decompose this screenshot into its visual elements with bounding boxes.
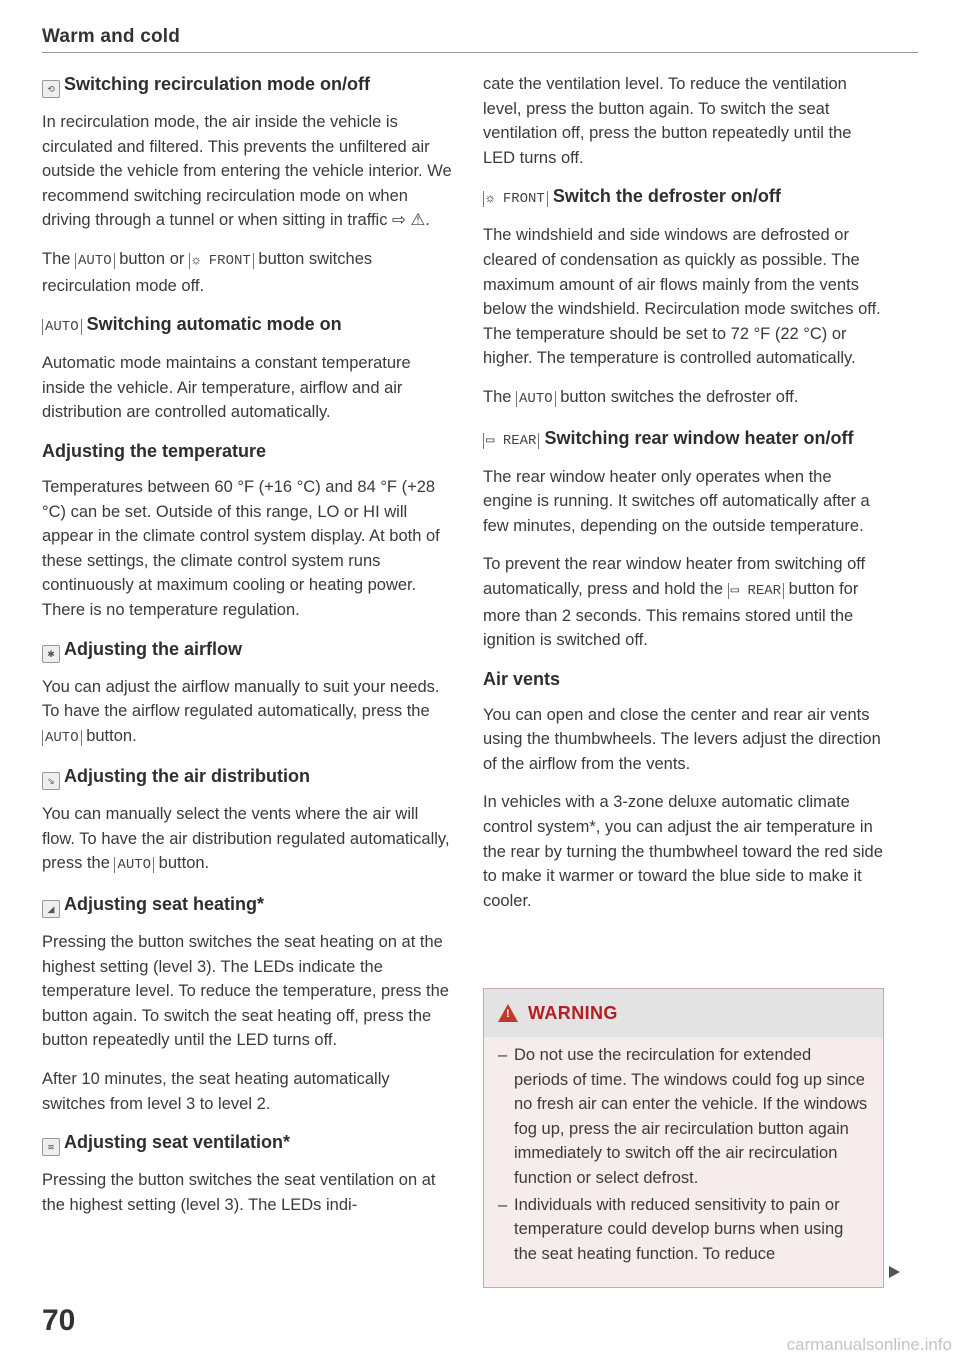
seat-heating-paragraph-2: After 10 minutes, the seat heating automatically switches from level 3 to level 2. — [42, 1070, 390, 1113]
front-key: ☼ FRONT — [189, 253, 254, 269]
defrost-icon: ☼ — [191, 252, 201, 269]
air-distribution-heading: ⇘ Adjusting the air distribution — [42, 764, 452, 790]
seat-ventilation-heading: ≋ Adjusting seat ventilation* — [42, 1130, 452, 1156]
watermark: carmanualsonline.info — [786, 1335, 952, 1354]
warning-box — [483, 988, 884, 1288]
air-vents-paragraph-2: In vehicles with a 3-zone deluxe automatic climate control system*, you can adjust the air temperature in the rear by turning the thumbwheel toward the red side to make it warmer or toward the blue side to make it cooler. — [483, 793, 883, 910]
recirculation-icon: ⟲ — [42, 80, 60, 98]
seat-heating-icon: ◢ — [42, 900, 60, 918]
auto-paragraph: Automatic mode maintains a constant temperature inside the vehicle. Air temperature, airflow and air distribution are controlled automatically. — [42, 354, 411, 422]
recirc-paragraph-1: In recirculation mode, the air inside the vehicle is circulated and filtered. This prevents the unfiltered air outside the vehicle from entering the vehicle interior. We recommend switching recirculation mode on when driving through a tunnel or when sitting in traffic ⇨ ⚠. — [42, 113, 452, 230]
auto-key: AUTO — [75, 253, 115, 269]
auto-key: AUTO — [114, 857, 154, 873]
auto-heading: AUTO Switching automatic mode on — [42, 312, 452, 339]
warning-header — [484, 989, 883, 1037]
warning-title: WARNING — [528, 1002, 618, 1023]
warning-body — [484, 1037, 883, 1266]
warning-item: – Do not use the recirculation for extended periods of time. The windows could fog up since no fresh air can enter the vehicle. If the windows fog up, press the air recirculation button again immediately to switch off the air recirculation function or select defrost. — [498, 1046, 868, 1187]
auto-key: AUTO — [42, 319, 82, 335]
airflow-heading: ✱ Adjusting the airflow — [42, 637, 452, 663]
defroster-paragraph-2: The AUTO button switches the defroster off. — [483, 387, 799, 407]
defroster-paragraph-1: The windshield and side windows are defrosted or cleared of condensation as quickly as possible. The maximum amount of air flows mainly from the vents below the windshield. Recirculation mode switches off. The temperature should be set to 72 °F (22 °C) or higher. The temperature is controlled automatically. — [483, 226, 881, 368]
temperature-paragraph: Temperatures between 60 °F (+16 °C) and 84 °F (+28 °C) can be set. Outside of this range, LO or HI will appear in the climate control system display. At both of these settings, the climate control system runs continuously at maximum cooling or heating power. There is no temperature regulation. — [42, 477, 440, 619]
rear-window-heading: ▭ REAR Switching rear window heater on/off — [483, 426, 883, 453]
air-distribution-paragraph: You can manually select the vents where the air will flow. To have the air distribution regulated automatically, press the AUTO button. — [42, 805, 450, 874]
page-header-title: Warm and cold — [42, 26, 181, 47]
auto-key: AUTO — [42, 730, 82, 746]
left-column — [42, 72, 452, 1231]
fan-icon: ✱ — [42, 645, 60, 663]
seat-ventilation-icon: ≋ — [42, 1138, 60, 1156]
continue-arrow-icon — [889, 1266, 900, 1278]
warning-item: – Individuals with reduced sensitivity to pain or temperature could develop burns when using the seat heating function. To reduce — [498, 1195, 844, 1263]
seat-heating-heading: ◢ Adjusting seat heating* — [42, 892, 452, 918]
rear-window-paragraph-1: The rear window heater only operates when the engine is running. It switches off automatically after a few minutes, depending on the outside temperature. — [483, 467, 870, 535]
seat-heating-paragraph-1: Pressing the button switches the seat heating on at the highest setting (level 3). The LEDs indicate the temperature level. To reduce the temperature, press the button again. To switch the seat heating off, press the button repeatedly until the LED turns off. — [42, 933, 449, 1050]
recirc-paragraph-2: The AUTO button or ☼ FRONT button switches recirculation mode off. — [42, 249, 373, 295]
defroster-heading: ☼ FRONT Switch the defroster on/off — [483, 184, 883, 211]
header-divider — [42, 52, 918, 53]
rear-window-paragraph-2: To prevent the rear window heater from switching off automatically, press and hold the ▭ REAR button for more than 2 seconds. This remains stored until the ignition is switched off. — [483, 555, 866, 650]
seat-ventilation-paragraph: Pressing the button switches the seat ventilation on at the highest setting (level 3). The LEDs indi- — [42, 1171, 436, 1214]
seat-ventilation-continued: cate the ventilation level. To reduce the ventilation level, press the button again. To switch the seat ventilation off, press the button repeatedly until the LED turns off. — [483, 75, 852, 167]
warning-triangle-icon: ! — [498, 1004, 518, 1022]
air-distribution-icon: ⇘ — [42, 772, 60, 790]
auto-key: AUTO — [516, 391, 556, 407]
rear-key: ▭ REAR — [483, 433, 539, 449]
temperature-heading: Adjusting the temperature — [42, 440, 267, 461]
air-vents-paragraph-1: You can open and close the center and rear air vents using the thumbwheels. The levers adjust the direction of the airflow from the vents. — [483, 705, 881, 773]
right-column — [483, 72, 883, 927]
rear-window-icon: ▭ — [486, 432, 495, 449]
front-key: ☼ FRONT — [483, 191, 548, 207]
air-vents-heading: Air vents — [483, 668, 561, 689]
airflow-paragraph: You can adjust the airflow manually to suit your needs. To have the airflow regulated automatically, press the AUTO button. — [42, 677, 440, 746]
page-number: 70 — [42, 1304, 76, 1337]
rear-key: ▭ REAR — [728, 583, 784, 599]
recirc-heading: ⟲ Switching recirculation mode on/off — [42, 72, 452, 98]
